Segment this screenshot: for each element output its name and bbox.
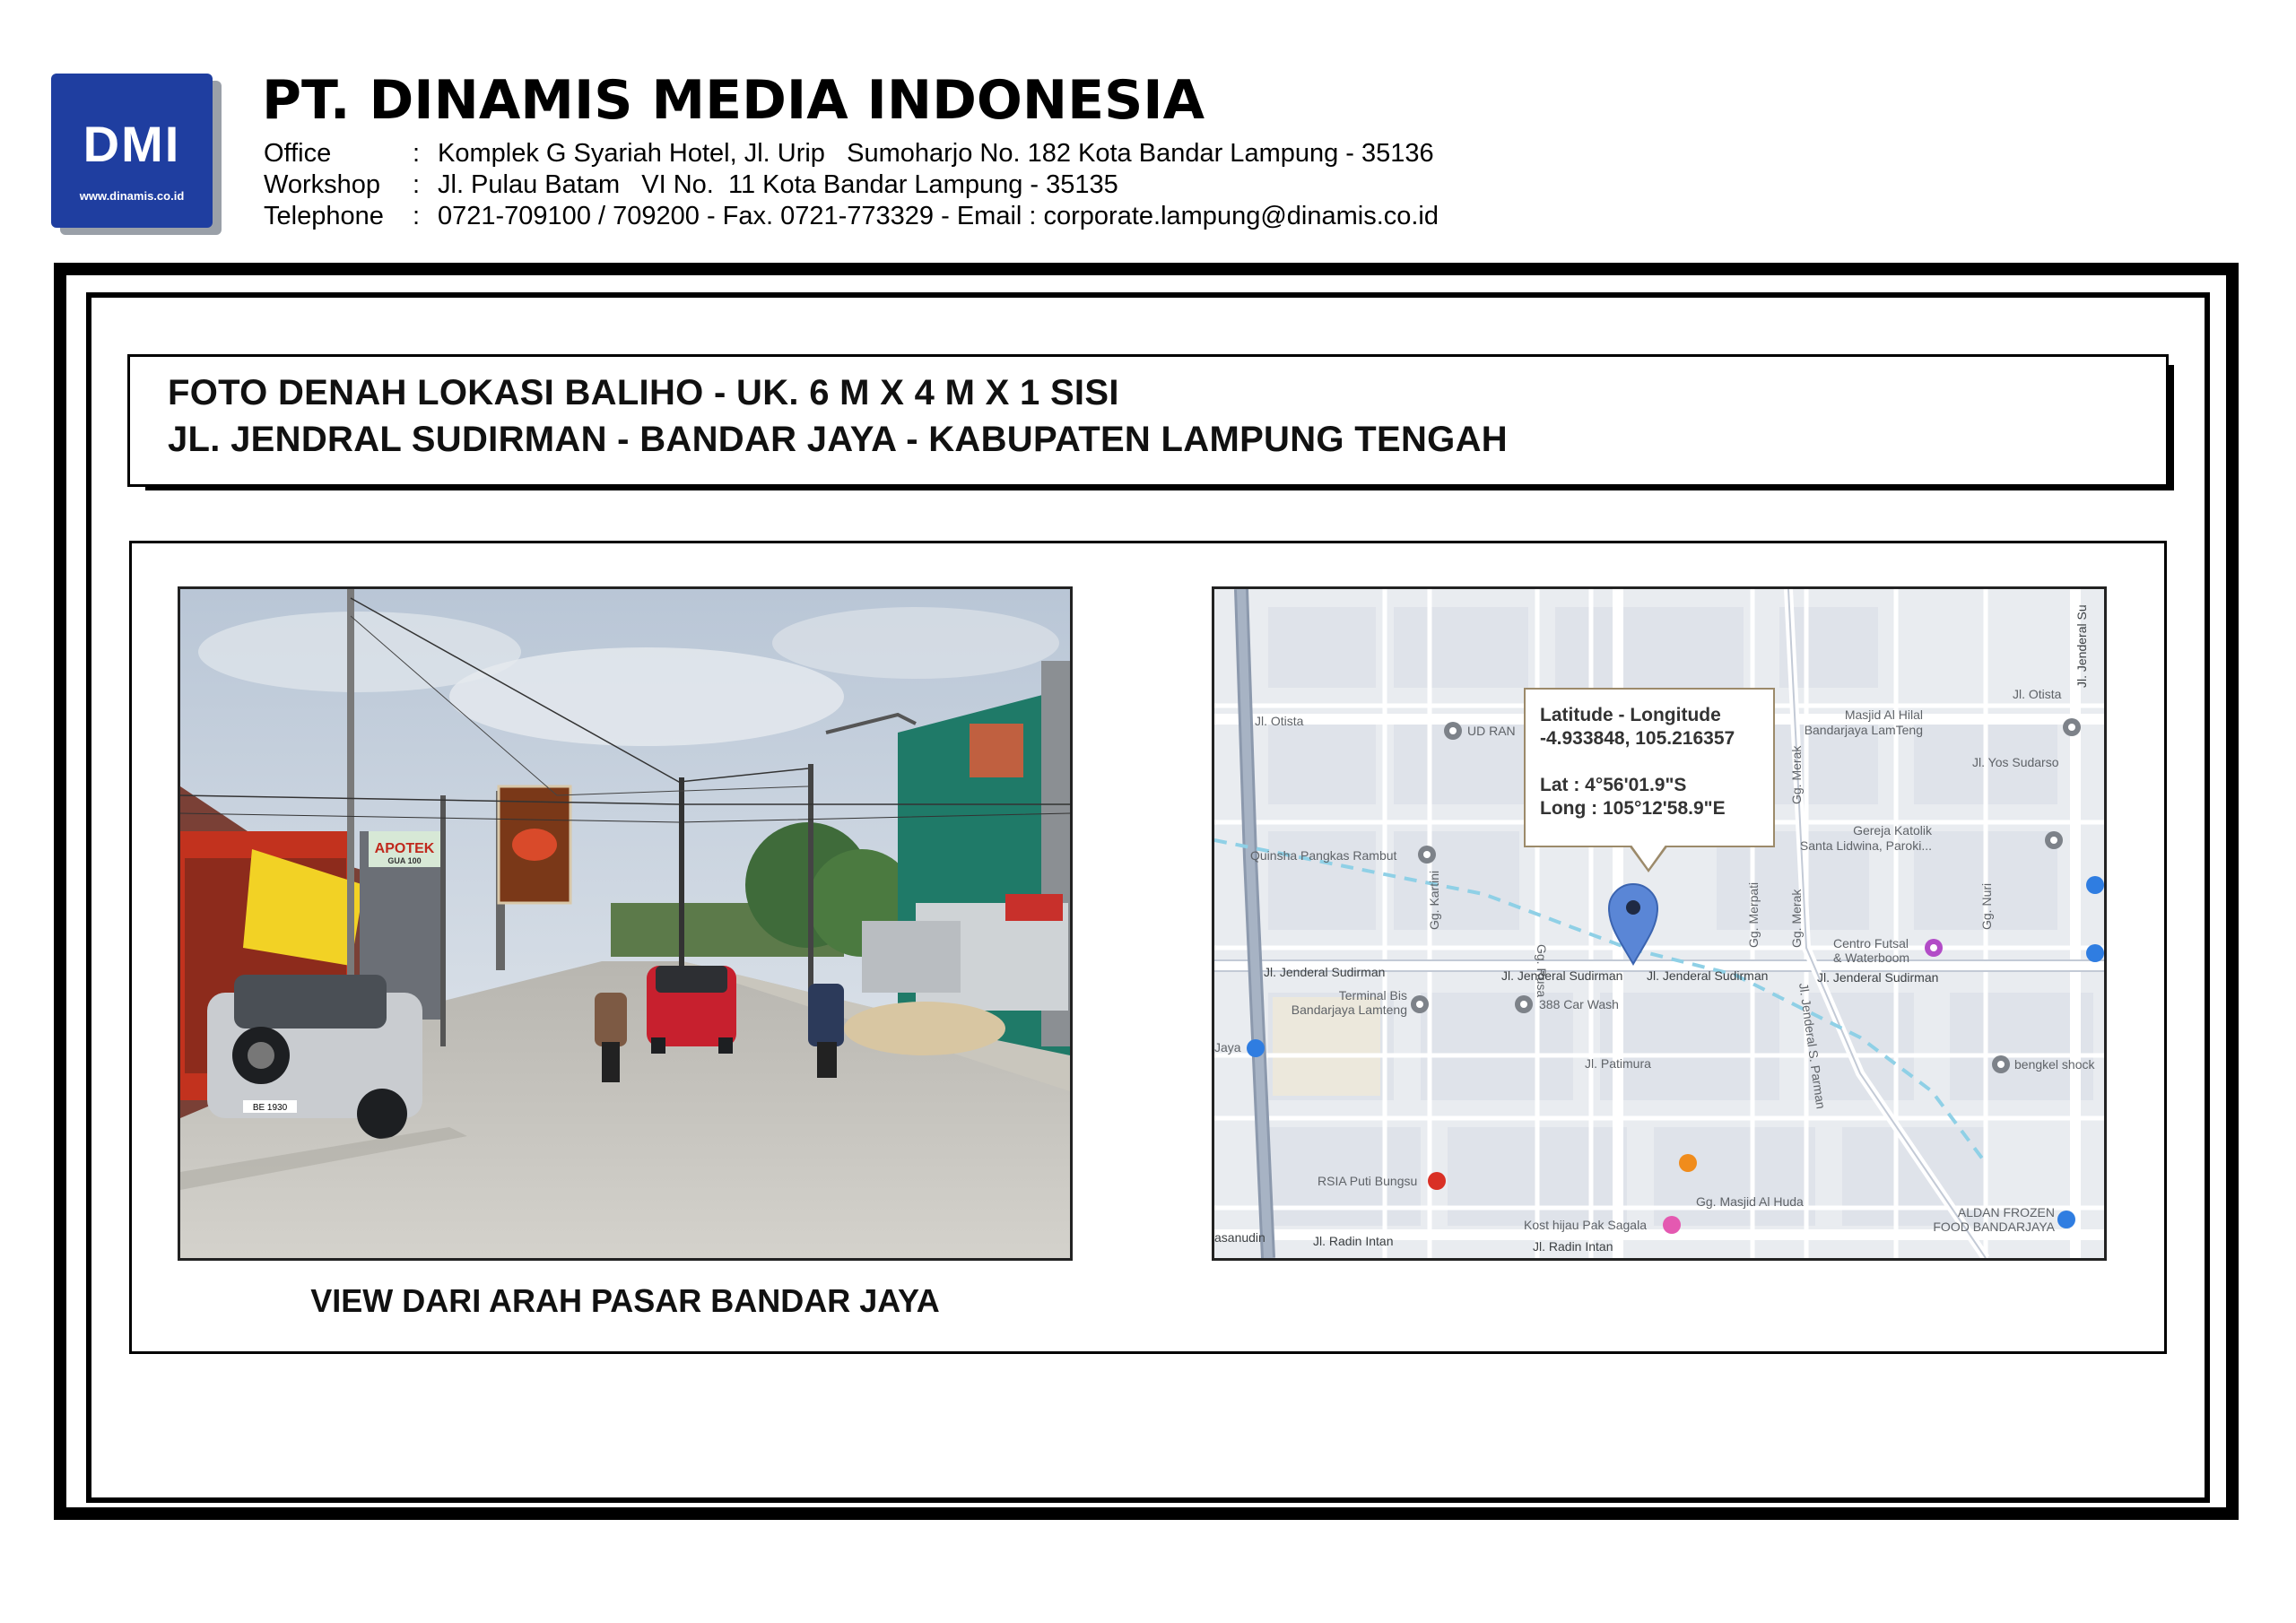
popup-decimal: -4.933848, 105.216357 bbox=[1540, 728, 1735, 749]
map-label: Gg. Merpati bbox=[1746, 881, 1761, 948]
map-label: Jl. Radin Intan bbox=[1313, 1234, 1394, 1248]
map-label: Quinsha Pangkas Rambut bbox=[1250, 848, 1397, 863]
apotek-sign-text: APOTEK bbox=[374, 841, 435, 856]
logo-url: www.dinamis.co.id bbox=[79, 189, 185, 203]
map-label: Gg. Merak bbox=[1789, 745, 1804, 804]
popup-long: Long : 105°12'58.9"E bbox=[1540, 798, 1726, 819]
location-map[interactable] bbox=[1212, 586, 2107, 1261]
map-label: Kost hijau Pak Sagala bbox=[1524, 1218, 1647, 1232]
map-label: Gg. Nuri bbox=[1979, 882, 1994, 930]
map-label: asanudin bbox=[1214, 1230, 1265, 1245]
photo-caption: VIEW DARI ARAH PASAR BANDAR JAYA bbox=[310, 1282, 940, 1319]
map-label: Gg. Masjid Al Huda bbox=[1696, 1194, 1804, 1209]
map-label: Bandarjaya Lamteng bbox=[1291, 1002, 1407, 1017]
map-label: Jl. Jenderal Sudirman bbox=[1501, 968, 1623, 983]
popup-tail bbox=[1629, 846, 1668, 872]
map-label: Jl. Yos Sudarso bbox=[1972, 755, 2059, 769]
popup-lat: Lat : 4°56'01.9"S bbox=[1540, 775, 1687, 795]
map-label: Jl. Jenderal Sudirman bbox=[1264, 965, 1386, 979]
map-label: Jl. Otista bbox=[2013, 687, 2062, 701]
map-label: Gg. Merak bbox=[1789, 889, 1804, 948]
map-label: Jl. Jenderal Su bbox=[2074, 604, 2089, 688]
map-label: Jl. Patimura bbox=[1585, 1056, 1651, 1071]
title-box bbox=[127, 354, 2169, 487]
info-sep: : bbox=[413, 202, 421, 230]
info-label: Telephone bbox=[264, 202, 384, 230]
map-label: Gg. Kartini bbox=[1427, 870, 1441, 930]
coordinates-popup bbox=[1524, 688, 1775, 847]
motorcyclist-2 bbox=[808, 984, 844, 1046]
popup-title: Latitude - Longitude bbox=[1540, 705, 1721, 725]
map-label: Terminal Bis bbox=[1338, 988, 1407, 1002]
map-label: Jl. Jenderal Sudirman bbox=[1817, 970, 1939, 985]
map-label: Jl. Jenderal Sudirman bbox=[1647, 968, 1769, 983]
map-label: Santa Lidwina, Paroki... bbox=[1799, 838, 1932, 853]
info-value: 0721-709100 / 709200 - Fax. 0721-773329 - Email : corporate.lampung@dinamis.co.id bbox=[438, 202, 1439, 230]
company-info bbox=[264, 138, 1439, 232]
info-label: Workshop bbox=[264, 170, 381, 199]
utility-pole bbox=[347, 589, 354, 1002]
map-label: Gg. Rusa bbox=[1535, 944, 1549, 998]
right-sign bbox=[1005, 894, 1063, 921]
company-logo bbox=[51, 74, 213, 228]
map-label: bengkel shock bbox=[2014, 1057, 2095, 1072]
map-label: Bandarjaya LamTeng bbox=[1804, 723, 1923, 737]
info-sep: : bbox=[413, 139, 421, 168]
title-line-2: JL. JENDRAL SUDIRMAN - BANDAR JAYA - KABUPATEN LAMPUNG TENGAH bbox=[168, 420, 1508, 459]
map-label: Jaya bbox=[1214, 1040, 1241, 1055]
street-photo bbox=[178, 586, 1073, 1261]
apotek-sub-text: GUA 100 bbox=[387, 856, 422, 865]
map-label: Masjid Al Hilal bbox=[1844, 707, 1923, 722]
plate-text: BE 1930 bbox=[252, 1103, 288, 1113]
company-name: PT. DINAMIS MEDIA INDONESIA bbox=[262, 69, 1205, 132]
map-label: ALDAN FROZEN bbox=[1957, 1205, 2055, 1219]
info-value: Jl. Pulau Batam VI No. 11 Kota Bandar Lampung - 35135 bbox=[438, 170, 1118, 199]
map-label: UD RAN bbox=[1467, 724, 1516, 738]
map-label: Gereja Katolik bbox=[1853, 823, 1932, 838]
map-label: 388 Car Wash bbox=[1539, 997, 1619, 1011]
map-label: Jl. Jenderal S. Parman bbox=[1796, 982, 1829, 1110]
map-label: Centro Futsal bbox=[1833, 936, 1909, 950]
map-label: FOOD BANDARJAYA bbox=[1933, 1219, 2055, 1234]
map-label: Jl. Radin Intan bbox=[1533, 1239, 1613, 1254]
map-label: RSIA Puti Bungsu bbox=[1318, 1174, 1418, 1188]
logo-text: DMI bbox=[83, 116, 181, 172]
map-label: Jl. Otista bbox=[1255, 714, 1304, 728]
info-row-workshop bbox=[264, 169, 1439, 201]
street-photo-illustration bbox=[180, 589, 1070, 1258]
info-sep: : bbox=[413, 170, 421, 199]
info-label: Office bbox=[264, 139, 332, 168]
motorcyclist-1 bbox=[595, 993, 627, 1046]
info-row-telephone bbox=[264, 201, 1439, 232]
map-label: & Waterboom bbox=[1833, 950, 1910, 965]
info-row-office bbox=[264, 138, 1439, 169]
info-value: Komplek G Syariah Hotel, Jl. Urip Sumoharjo No. 182 Kota Bandar Lampung - 35136 bbox=[438, 139, 1434, 168]
title-line-1: FOTO DENAH LOKASI BALIHO - UK. 6 M X 4 M X 1 SISI bbox=[168, 373, 1119, 412]
